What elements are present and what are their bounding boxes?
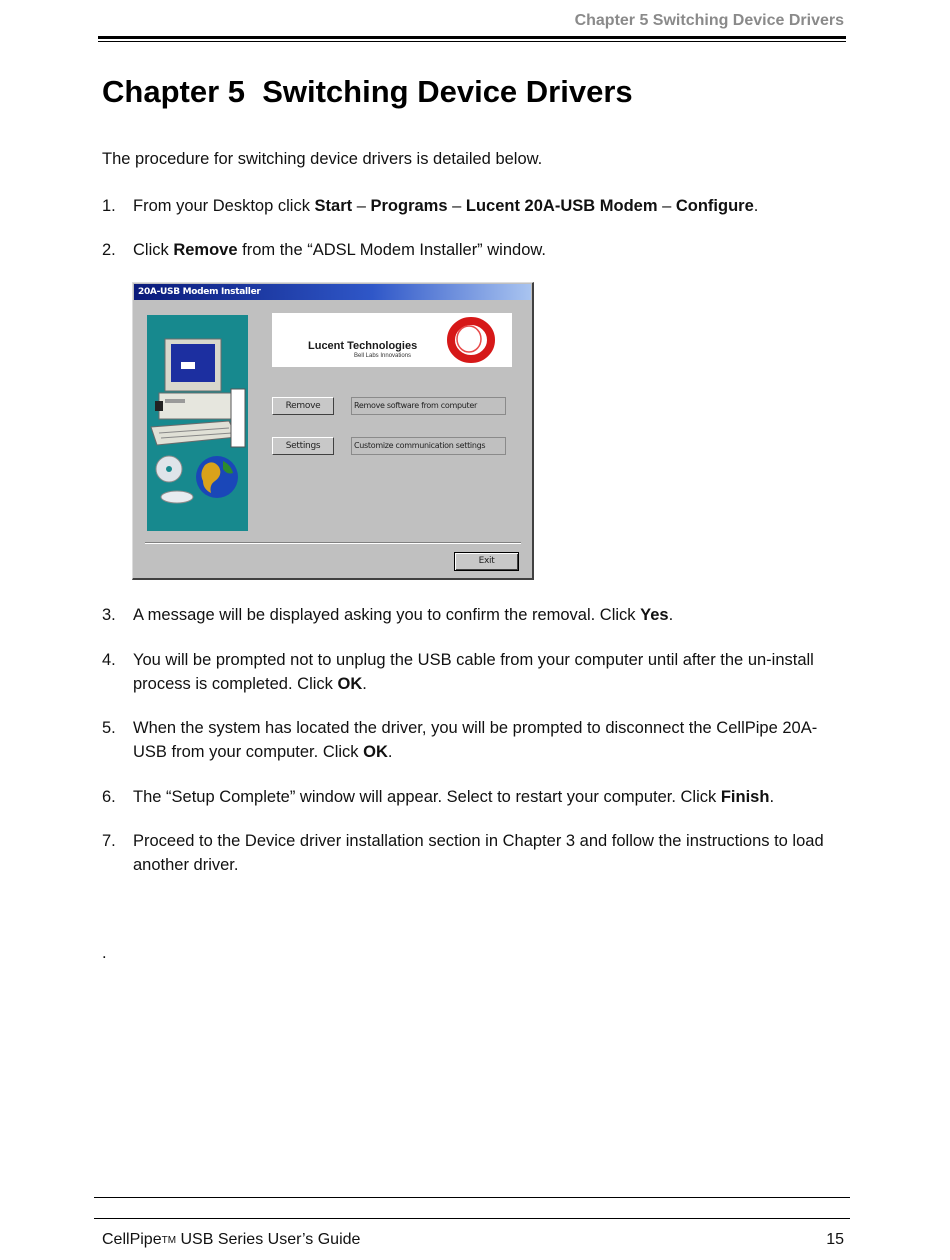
header-rule-thin [98, 41, 846, 42]
settings-description: Customize communication settings [351, 437, 506, 455]
window-title-bar: 20A-USB Modem Installer [134, 284, 531, 300]
header-rule [98, 36, 846, 39]
menu-start: Start [314, 197, 353, 215]
lucent-logo-banner [272, 313, 512, 367]
innovation-ring-logo-icon [444, 315, 498, 365]
chapter-title: Chapter 5 Switching Device Drivers [102, 74, 633, 109]
menu-programs: Programs [370, 197, 448, 215]
step-4 [102, 648, 847, 696]
step-number: 6. [102, 788, 116, 806]
footer-rule [94, 1197, 850, 1198]
window-separator-highlight [145, 543, 521, 544]
keyword-ok: OK [363, 743, 388, 761]
step-3 [102, 603, 847, 627]
step-text: The “Setup Complete” window will appear. Select to restart your computer. Click Finish. [133, 788, 775, 806]
step-text: You will be prompted not to unplug the USB cable from your computer until after the un-install process is completed. Click OK. [133, 651, 814, 693]
exit-button[interactable]: Exit [454, 552, 519, 571]
footer-guide-title: CellPipeTM USB Series User’s Guide [102, 1231, 361, 1248]
installer-side-panel [147, 315, 248, 531]
keyword-finish: Finish [720, 788, 770, 806]
step-text: When the system has located the driver, you will be prompted to disconnect the CellPipe 20A-USB from your computer. Click OK. [133, 719, 818, 761]
step-text: A message will be displayed asking you to confirm the removal. Click Yes. [133, 606, 674, 624]
step-number: 3. [102, 606, 116, 624]
logo-company-name: Lucent Technologies [308, 340, 418, 352]
step-text: From your Desktop click Start – Programs – Lucent 20A-USB Modem – Configure. [133, 197, 759, 215]
step-number: 1. [102, 197, 116, 215]
step-number: 7. [102, 832, 116, 850]
step-text: Click Remove from the “ADSL Modem Installer” window. [133, 241, 546, 259]
keyword-remove: Remove [173, 241, 238, 259]
intro-text: The procedure for switching device drivers is detailed below. [102, 150, 543, 168]
step-number: 2. [102, 241, 116, 259]
menu-configure: Configure [675, 197, 754, 215]
trailing-mark: . [102, 944, 107, 962]
step-number: 5. [102, 719, 116, 737]
step-2 [102, 238, 847, 262]
step-7 [102, 829, 847, 877]
step-6 [102, 785, 847, 809]
keyword-ok: OK [337, 675, 363, 693]
computer-globe-illustration [147, 315, 248, 531]
logo-tagline: Bell Labs Innovations [354, 353, 412, 359]
page-number: 15 [826, 1231, 844, 1248]
step-5 [102, 716, 847, 764]
remove-description: Remove software from computer [351, 397, 506, 415]
step-text: Proceed to the Device driver installation section in Chapter 3 and follow the instructions to load another driver. [133, 832, 824, 874]
footer-rule-bottom [94, 1218, 850, 1219]
step-1 [102, 194, 847, 218]
step-number: 4. [102, 651, 116, 669]
running-header: Chapter 5 Switching Device Drivers [574, 12, 844, 29]
settings-button[interactable]: Settings [272, 437, 334, 455]
keyword-yes: Yes [640, 606, 669, 624]
trademark-symbol: TM [161, 1235, 177, 1246]
installer-window-screenshot [132, 282, 534, 580]
remove-button[interactable]: Remove [272, 397, 334, 415]
menu-lucent-modem: Lucent 20A-USB Modem [465, 197, 658, 215]
